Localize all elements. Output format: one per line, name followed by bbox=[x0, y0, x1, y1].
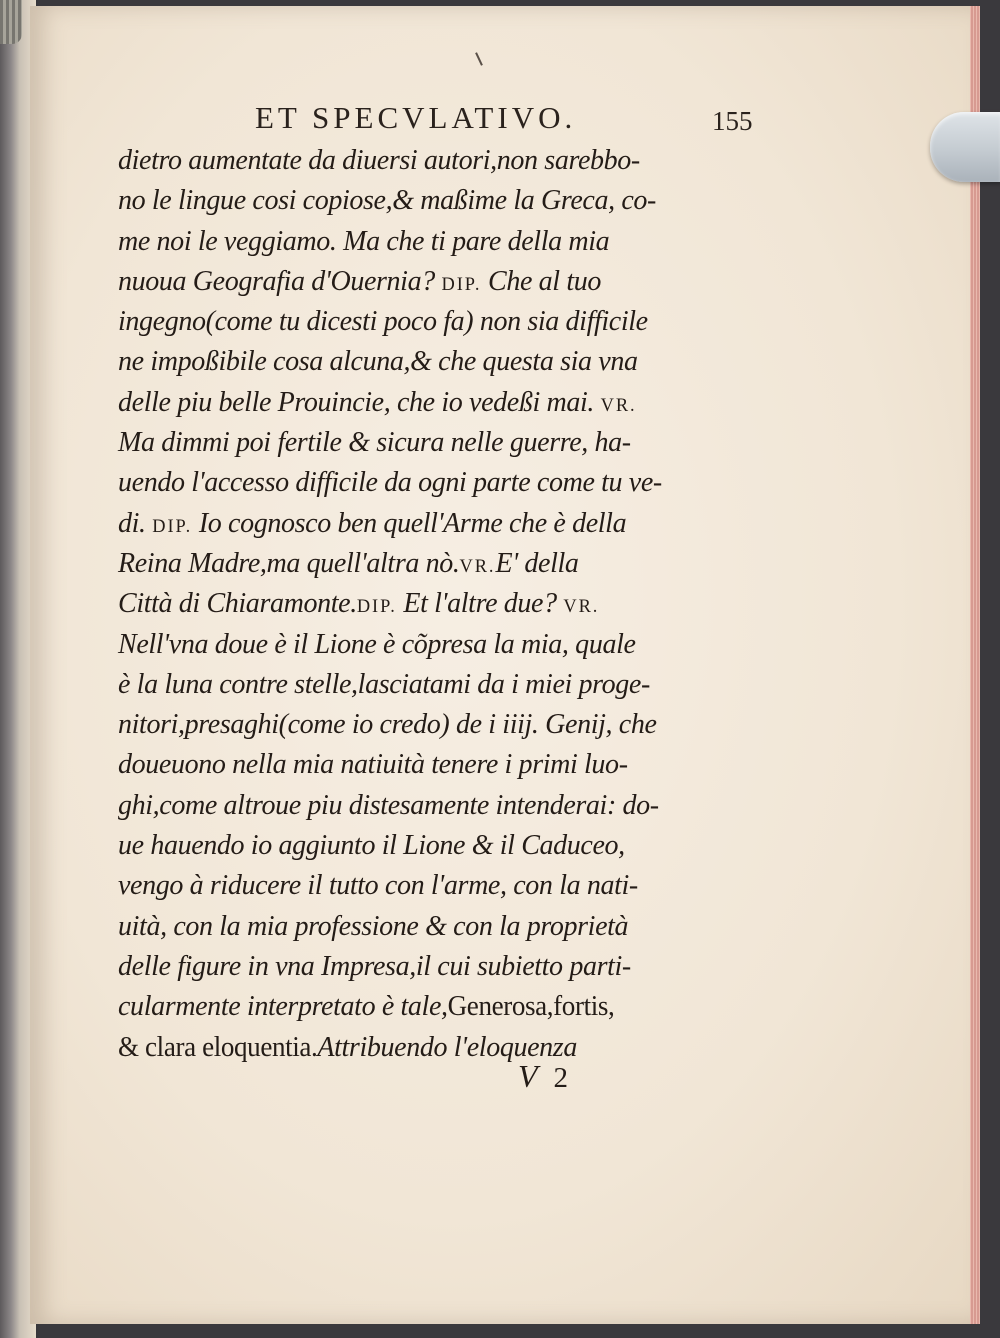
text-line bbox=[118, 422, 698, 462]
text-segment: Che al tuo bbox=[481, 264, 602, 297]
text-line bbox=[118, 140, 698, 180]
speaker-tag: VR. bbox=[563, 596, 600, 618]
text-segment: ghi,come altroue piu distesamente intenderai: do- bbox=[118, 788, 659, 821]
text-line bbox=[118, 180, 698, 220]
text-segment: uendo l'accesso difficile da ogni parte come tu ve- bbox=[118, 466, 662, 499]
text-line bbox=[118, 785, 698, 825]
text-line bbox=[118, 865, 698, 905]
text-segment: uità, con la mia professione & con la proprietà bbox=[118, 909, 629, 942]
text-segment: ne impoßibile cosa alcuna,& che questa sia vna bbox=[118, 345, 638, 378]
text-segment: E' della bbox=[495, 546, 579, 579]
text-segment: dietro aumentate da diuersi autori,non sarebbo- bbox=[118, 144, 640, 176]
text-segment: ingegno(come tu dicesti poco fa) non sia difficile bbox=[118, 305, 648, 338]
text-segment: è la luna contre stelle,lasciatami da i miei proge- bbox=[118, 667, 650, 700]
body-text bbox=[118, 140, 718, 1067]
text-line bbox=[118, 341, 698, 381]
text-segment: Ma dimmi poi fertile & sicura nelle guerre, ha- bbox=[118, 426, 631, 459]
text-line bbox=[118, 1027, 698, 1067]
text-line bbox=[118, 986, 698, 1026]
text-line bbox=[118, 704, 698, 744]
text-segment: Io cognosco ben quell'Arme che è della bbox=[192, 506, 627, 539]
text-line bbox=[118, 261, 698, 301]
text-line bbox=[118, 221, 698, 261]
signature-mark bbox=[518, 1058, 568, 1095]
text-line bbox=[118, 382, 698, 422]
text-line bbox=[118, 624, 698, 664]
text-segment: delle piu belle Prouincie, che io vedeßi mai. bbox=[118, 385, 601, 418]
text-segment: Nell'vna doue è il Lione è cõpresa la mia, quale bbox=[118, 627, 636, 660]
text-segment: ue hauendo io aggiunto il Lione & il Caduceo, bbox=[118, 829, 625, 862]
text-segment: Città di Chiaramonte. bbox=[118, 587, 357, 620]
text-line bbox=[118, 503, 698, 543]
text-line bbox=[118, 664, 698, 704]
text-line bbox=[118, 906, 698, 946]
page-clip-tab bbox=[930, 112, 1000, 182]
running-head: ET SPECVLATIVO. bbox=[255, 100, 577, 135]
text-segment: vengo à riducere il tutto con l'arme, con la nati- bbox=[118, 869, 638, 902]
text-segment: me noi le veggiamo. Ma che ti pare della mia bbox=[118, 224, 610, 257]
text-segment: doueuono nella mia natiuità tenere i primi luo- bbox=[118, 748, 628, 781]
page-edges bbox=[970, 6, 980, 1324]
binding-thread bbox=[0, 0, 22, 44]
speaker-tag: DIP. bbox=[152, 515, 193, 537]
speaker-tag: DIP. bbox=[356, 596, 397, 618]
speaker-tag: DIP. bbox=[441, 273, 482, 295]
text-segment: Reina Madre,ma quell'altra nò. bbox=[118, 546, 460, 579]
text-line bbox=[118, 462, 698, 502]
text-segment: & clara eloquentia. bbox=[118, 1031, 318, 1063]
text-line bbox=[118, 946, 698, 986]
text-line bbox=[118, 543, 698, 583]
text-line bbox=[118, 825, 698, 865]
text-segment: di. bbox=[118, 506, 153, 539]
text-segment: delle figure in vna Impresa,il cui subietto parti- bbox=[118, 949, 631, 982]
text-segment: nuoua Geografia d'Ouernia? bbox=[118, 264, 442, 297]
text-line bbox=[118, 744, 698, 784]
text-segment: Attribuendo l'eloquenza bbox=[317, 1030, 577, 1063]
signature-number: 2 bbox=[553, 1062, 569, 1094]
text-segment: Generosa,fortis, bbox=[447, 991, 615, 1023]
page-number: 155 bbox=[712, 106, 753, 136]
text-segment: Et l'altre due? bbox=[396, 587, 564, 620]
text-segment: cularmente interpretato è tale, bbox=[118, 990, 448, 1023]
text-line bbox=[118, 301, 698, 341]
text-segment: nitori,presaghi(come io credo) de i iiij. Genij, che bbox=[118, 708, 657, 741]
speaker-tag: VR. bbox=[600, 394, 637, 416]
signature-letter: V bbox=[518, 1058, 538, 1094]
text-segment: no le lingue cosi copiose,& maßime la Greca, co- bbox=[118, 184, 657, 217]
text-line bbox=[118, 583, 698, 623]
speaker-tag: VR. bbox=[459, 555, 496, 577]
